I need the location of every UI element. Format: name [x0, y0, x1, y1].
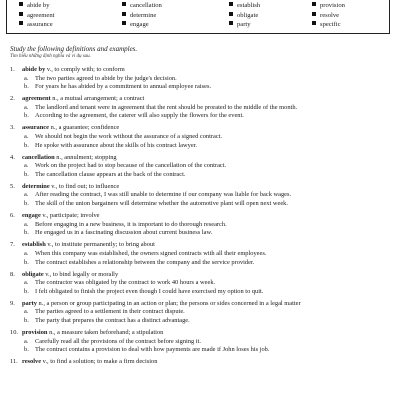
entry-definition: n., a measure taken beforehand; a stipulation	[47, 329, 164, 337]
example-label: a.	[24, 337, 29, 345]
entry-definition: v., to institute permanently; to bring about	[45, 241, 155, 249]
example-sentence	[10, 162, 388, 171]
definition-entry	[10, 358, 388, 367]
definition-heading	[10, 271, 388, 280]
example-text: The two parties agreed to abide by the judge's decision.	[35, 74, 177, 82]
example-label: b.	[24, 83, 29, 91]
entry-definition: n., annulment; stopping	[54, 153, 117, 161]
example-sentence	[10, 112, 388, 121]
definition-heading	[10, 358, 388, 367]
entry-word: agreement	[22, 95, 51, 103]
word-list-item	[122, 1, 162, 11]
word-list-text: engage	[130, 21, 149, 29]
definition-entry	[10, 154, 388, 180]
example-sentence	[10, 133, 388, 142]
example-label: b.	[24, 200, 29, 208]
word-list-item	[122, 11, 156, 21]
definition-entry	[10, 124, 388, 150]
entry-number: 7.	[10, 241, 15, 249]
example-text: The cancellation clause appears at the back of the contract.	[35, 170, 186, 178]
entry-number: 5.	[10, 182, 15, 190]
word-list-item	[122, 20, 149, 30]
bullet-square-icon	[229, 12, 233, 16]
word-list-text: resolve	[320, 11, 340, 19]
bullet-square-icon	[229, 21, 233, 25]
example-text: The contract contains a provision to deal with how payments are made if John loses his job.	[35, 346, 270, 354]
entry-word: party	[22, 299, 37, 307]
example-sentence	[10, 191, 388, 200]
entry-word: resolve	[22, 358, 42, 366]
entry-number: 2.	[10, 95, 15, 103]
definition-heading	[10, 124, 388, 133]
example-text: The landlord and tenant were in agreement that the rent should be prorated to the middle of the month.	[35, 103, 298, 111]
bullet-square-icon	[122, 2, 126, 6]
definition-entry	[10, 241, 388, 267]
word-list-item	[229, 11, 258, 21]
word-list-item	[19, 1, 50, 11]
example-label: a.	[24, 279, 29, 287]
bullet-square-icon	[312, 12, 316, 16]
example-sentence	[10, 279, 388, 288]
word-list-text: obligate	[237, 11, 259, 19]
example-text: He spoke with assurance about the skills of his contract lawyer.	[35, 141, 198, 149]
word-list-item	[229, 1, 260, 11]
word-list-text: abide by	[27, 2, 50, 9]
entry-definition: v., to find a solution; to make a firm decision	[41, 358, 158, 366]
example-text: He engaged us in a fascinating discussion about current business law.	[35, 229, 213, 237]
bullet-square-icon	[19, 2, 23, 6]
definition-heading	[10, 329, 388, 338]
definition-entry	[10, 212, 388, 238]
definition-entry	[10, 300, 388, 326]
entry-number: 9.	[10, 299, 15, 307]
example-label: b.	[24, 316, 29, 324]
entry-number: 10.	[10, 329, 18, 337]
bullet-square-icon	[122, 21, 126, 25]
example-label: a.	[24, 249, 29, 257]
entry-number: 4.	[10, 153, 15, 161]
example-label: b.	[24, 112, 29, 120]
word-list-text: assurance	[27, 21, 53, 29]
example-text: After reading the contract, I was still unable to determine if our company was liable for back wages.	[35, 191, 292, 199]
example-text: The skill of the union bargainers will determine whether the automotive plant will open next week.	[35, 200, 288, 208]
entry-definition: v., to bind legally or morally	[43, 270, 119, 278]
example-sentence	[10, 171, 388, 180]
example-label: b.	[24, 258, 29, 266]
definition-heading	[10, 212, 388, 221]
entry-definition: v., participate; involve	[40, 212, 100, 220]
example-sentence	[10, 229, 388, 238]
definition-entry	[10, 66, 388, 92]
definition-entry	[10, 271, 388, 297]
example-label: a.	[24, 191, 29, 199]
example-label: a.	[24, 308, 29, 316]
entry-definition: v., to comply with; to conform	[45, 66, 125, 73]
bullet-square-icon	[122, 12, 126, 16]
definition-heading	[10, 154, 388, 163]
example-sentence	[10, 250, 388, 259]
example-label: a.	[24, 74, 29, 82]
entry-definition: n., a mutual arrangement; a contract	[50, 95, 145, 103]
entry-definition: n., a person or group participating in an action or plan; the persons or sides concerned in a legal matter	[36, 299, 301, 307]
word-list-item	[312, 11, 339, 21]
example-label: b.	[24, 346, 29, 354]
example-sentence	[10, 346, 388, 355]
example-text: For years he has abided by a commitment to annual employee raises.	[35, 83, 212, 91]
example-text: The contract establishes a relationship between the company and the service provider.	[35, 258, 255, 266]
word-list-text: determine	[130, 11, 157, 19]
example-sentence	[10, 288, 388, 297]
definition-heading	[10, 241, 388, 250]
definition-heading	[10, 66, 388, 75]
word-list-text: specific	[320, 21, 341, 29]
bullet-square-icon	[19, 12, 23, 16]
example-text: Before engaging in a new business, it is important to do thorough research.	[35, 220, 227, 228]
entry-number: 3.	[10, 124, 15, 132]
entry-word: determine	[22, 182, 50, 190]
example-text: We should not begin the work without the assurance of a signed contract.	[35, 133, 223, 141]
example-text: The party that prepares the contract has a distinct advantage.	[35, 316, 190, 324]
word-list-item	[19, 11, 54, 21]
entry-word: establish	[22, 241, 46, 249]
bullet-square-icon	[312, 21, 316, 25]
word-list-item	[312, 20, 341, 30]
entry-word: provision	[22, 329, 48, 337]
entry-word: abide by	[22, 66, 46, 73]
definition-heading	[10, 183, 388, 192]
word-list-box	[6, 0, 390, 34]
example-label: a.	[24, 133, 29, 141]
word-list-text: establish	[237, 2, 261, 9]
example-sentence	[10, 221, 388, 230]
example-text: According to the agreement, the caterer will also supply the flowers for the event.	[35, 112, 244, 120]
example-sentence	[10, 317, 388, 326]
example-text: The parties agreed to a settlement in their contract dispute.	[35, 308, 185, 316]
example-text: The contractor was obligated by the contract to work 40 hours a week.	[35, 279, 216, 287]
entry-number: 8.	[10, 270, 15, 278]
instructions-vietnamese: Tìm hiểu những định nghĩa và ví dụ sau.	[10, 54, 91, 59]
entry-number: 1.	[10, 66, 15, 73]
instructions	[10, 45, 137, 60]
example-text: Carefully read all the provisions of the contract before signing it.	[35, 337, 201, 345]
word-list-item	[229, 20, 251, 30]
entry-word: obligate	[22, 270, 44, 278]
word-list-item	[19, 20, 53, 30]
example-text: Work on the project had to stop because of the cancellation of the contract.	[35, 162, 227, 170]
instructions-english: Study the following definitions and examples.	[10, 45, 138, 53]
entry-word: engage	[22, 212, 41, 220]
definition-entry	[10, 183, 388, 209]
word-list-text: cancellation	[130, 2, 162, 9]
example-sentence	[10, 338, 388, 347]
entry-definition: n., a guarantee; confidence	[48, 124, 120, 132]
example-sentence	[10, 142, 388, 151]
example-label: a.	[24, 162, 29, 170]
entry-word: cancellation	[22, 153, 55, 161]
example-label: b.	[24, 141, 29, 149]
example-text: When this company was established, the owners signed contracts with all their employees.	[35, 249, 267, 257]
example-sentence	[10, 83, 388, 92]
bullet-square-icon	[229, 2, 233, 6]
entry-definition: v., to find out; to influence	[49, 182, 120, 190]
example-sentence	[10, 200, 388, 209]
example-label: b.	[24, 170, 29, 178]
definition-heading	[10, 300, 388, 309]
word-list-text: party	[237, 21, 251, 29]
example-label: a.	[24, 220, 29, 228]
example-sentence	[10, 308, 388, 317]
definition-heading	[10, 95, 388, 104]
example-label: b.	[24, 287, 29, 295]
definition-entry	[10, 329, 388, 355]
word-list-text: agreement	[27, 11, 55, 19]
example-sentence	[10, 259, 388, 268]
example-label: b.	[24, 229, 29, 237]
entry-number: 6.	[10, 212, 15, 220]
bullet-square-icon	[19, 21, 23, 25]
word-list-text: provision	[320, 2, 345, 9]
example-label: a.	[24, 103, 29, 111]
definition-entry	[10, 95, 388, 121]
word-list-item	[312, 1, 345, 11]
definitions-list	[10, 66, 388, 370]
entry-word: assurance	[22, 124, 49, 132]
example-sentence	[10, 75, 388, 84]
bullet-square-icon	[312, 2, 316, 6]
example-sentence	[10, 104, 388, 113]
example-text: I felt obligated to finish the project even though I could have exercised my option to quit.	[35, 287, 264, 295]
entry-number: 11.	[10, 358, 18, 366]
